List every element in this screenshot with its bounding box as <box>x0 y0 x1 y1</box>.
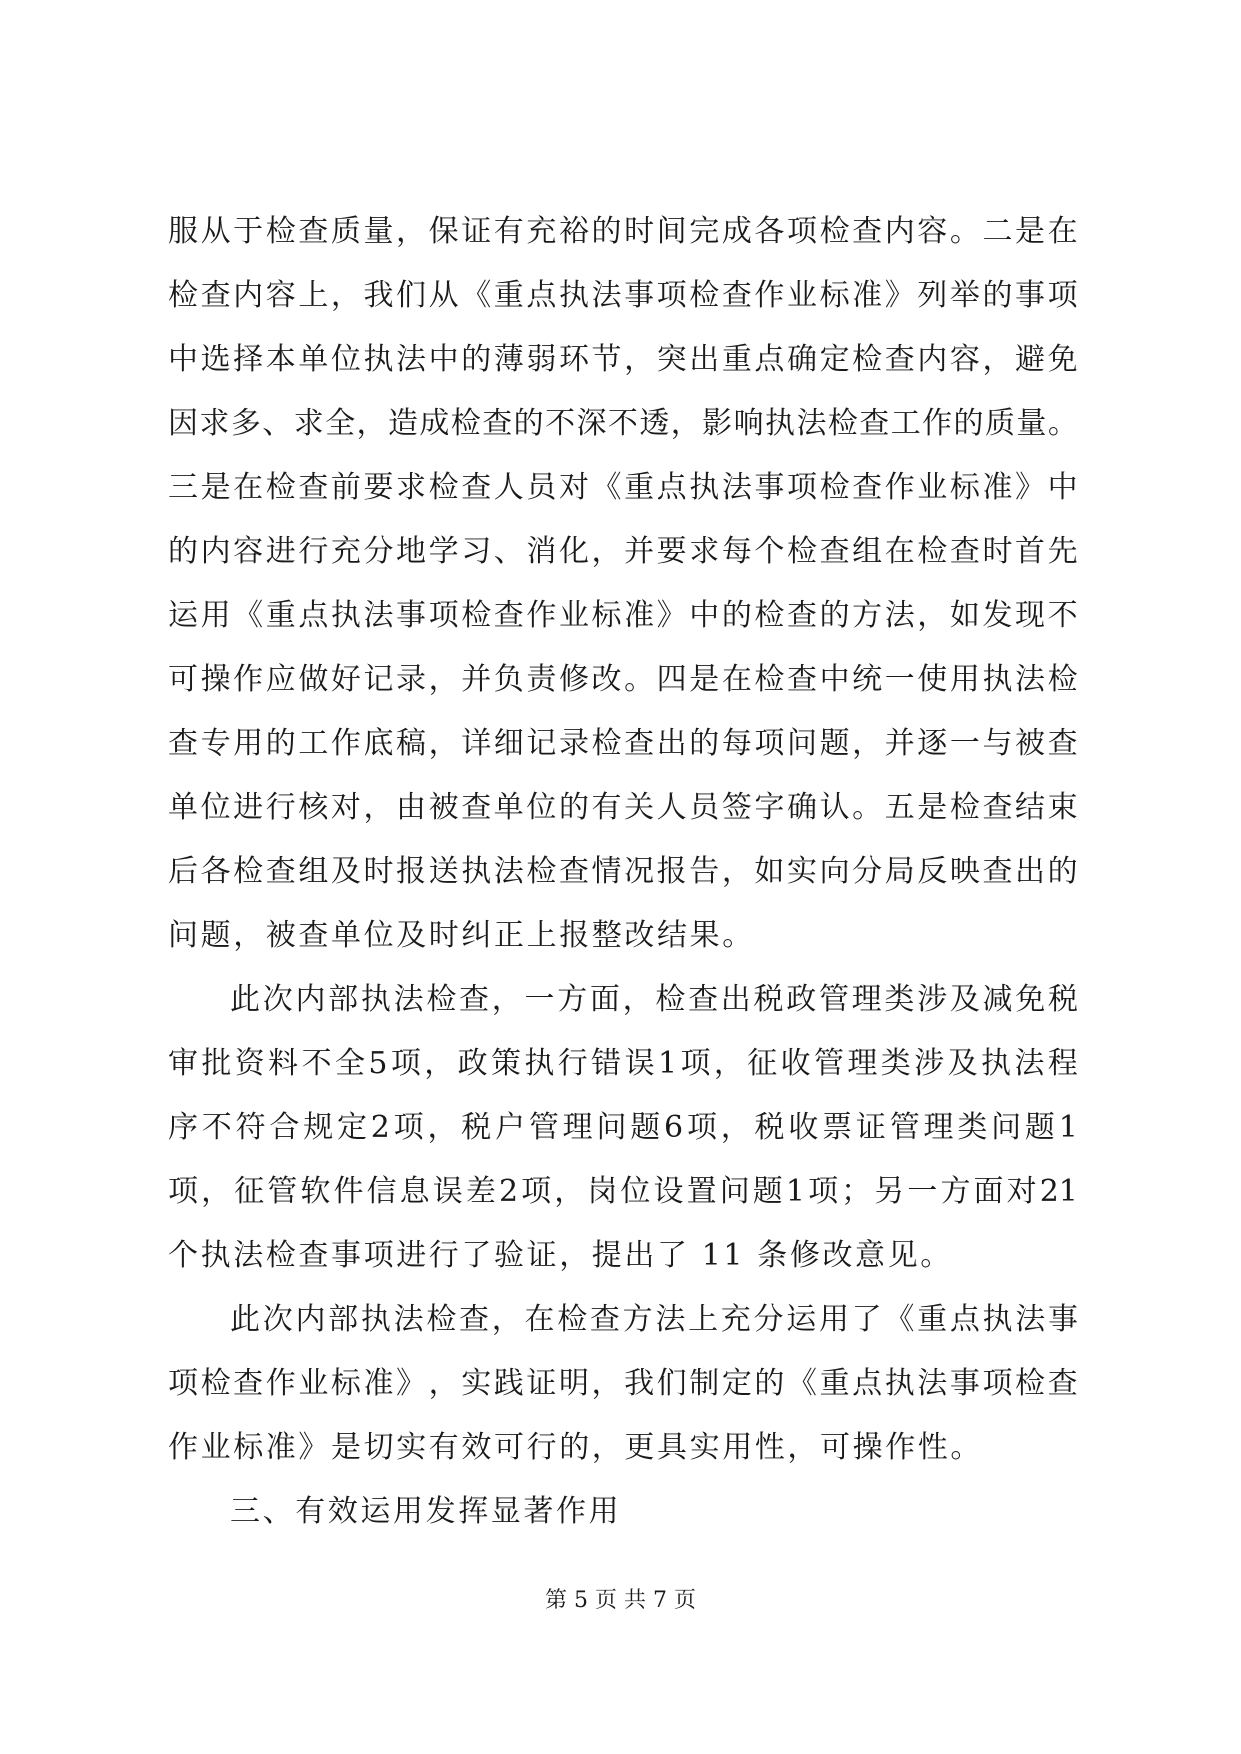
text-line: 服 从 于 检 查 质 量 ， 保 证 有 充 裕 的 时 间 完 成 各 项 检 查 内 容 。 二 是 在 <box>168 214 1078 249</box>
text-line: 中 选 择 本 单 位 执 法 中 的 薄 弱 环 节 ， 突 出 重 点 确 定 检 查 内 容 ， 避 免 <box>168 342 1078 377</box>
text-line: 审 批 资 料 不 全 5 项 ， 政 策 执 行 错 误 1 项 ， 征 收 管 理 类 涉 及 执 法 程 <box>168 1046 1078 1081</box>
text-line: 序 不 符 合 规 定 2 项 ， 税 户 管 理 问 题 6 项 ， 税 收 票 证 管 理 类 问 题 1 <box>168 1110 1078 1145</box>
text-line: 查 专 用 的 工 作 底 稿 ， 详 细 记 录 检 查 出 的 每 项 问 题 ， 并 逐 一 与 被 查 <box>168 726 1078 761</box>
text-line: 的 内 容 进 行 充 分 地 学 习 、 消 化 ， 并 要 求 每 个 检 查 组 在 检 查 时 首 先 <box>168 534 1078 569</box>
text-line: 问题，被查单位及时纠正上报整改结果。 <box>168 918 755 953</box>
text-line: 三 是 在 检 查 前 要 求 检 查 人 员 对 《 重 点 执 法 事 项 检 查 作 业 标 准 》 中 <box>168 470 1078 505</box>
document-body <box>168 200 1078 1544</box>
section-heading: 三、有效运用发挥显著作用 <box>230 1494 622 1529</box>
page-footer: 第 5 页 共 7 页 <box>545 1588 696 1613</box>
text-line: 单 位 进 行 核 对 ， 由 被 查 单 位 的 有 关 人 员 签 字 确 认 。 五 是 检 查 结 束 <box>168 790 1078 825</box>
text-line: 项 检 查 作 业 标 准 》 ， 实 践 证 明 ， 我 们 制 定 的 《 重 点 执 法 事 项 检 查 <box>168 1366 1078 1401</box>
text-line: 项 ， 征 管 软 件 信 息 误 差 2 项 ， 岗 位 设 置 问 题 1 项 ； 另 一 方 面 对 21 <box>168 1174 1078 1209</box>
paragraph-first-line: 此 次 内 部 执 法 检 查 ， 在 检 查 方 法 上 充 分 运 用 了 《 重 点 执 法 事 <box>230 1302 1078 1337</box>
text-line: 个执法检查事项进行了验证，提出了 11 条修改意见。 <box>168 1238 953 1273</box>
text-line: 因 求 多 、 求 全 ， 造 成 检 查 的 不 深 不 透 ， 影 响 执 法 检 查 工 作 的 质 量 。 <box>168 406 1078 441</box>
paragraph-first-line: 此 次 内 部 执 法 检 查 ， 一 方 面 ， 检 查 出 税 政 管 理 类 涉 及 减 免 税 <box>230 982 1078 1017</box>
text-line: 可 操 作 应 做 好 记 录 ， 并 负 责 修 改 。 四 是 在 检 查 中 统 一 使 用 执 法 检 <box>168 662 1078 697</box>
text-line: 作业标准》是切实有效可行的，更具实用性，可操作性。 <box>168 1430 983 1465</box>
text-line: 后 各 检 查 组 及 时 报 送 执 法 检 查 情 况 报 告 ， 如 实 向 分 局 反 映 查 出 的 <box>168 854 1078 889</box>
text-line: 运 用 《 重 点 执 法 事 项 检 查 作 业 标 准 》 中 的 检 查 的 方 法 ， 如 发 现 不 <box>168 598 1078 633</box>
text-line: 检 查 内 容 上 ， 我 们 从 《 重 点 执 法 事 项 检 查 作 业 标 准 》 列 举 的 事 项 <box>168 278 1078 313</box>
